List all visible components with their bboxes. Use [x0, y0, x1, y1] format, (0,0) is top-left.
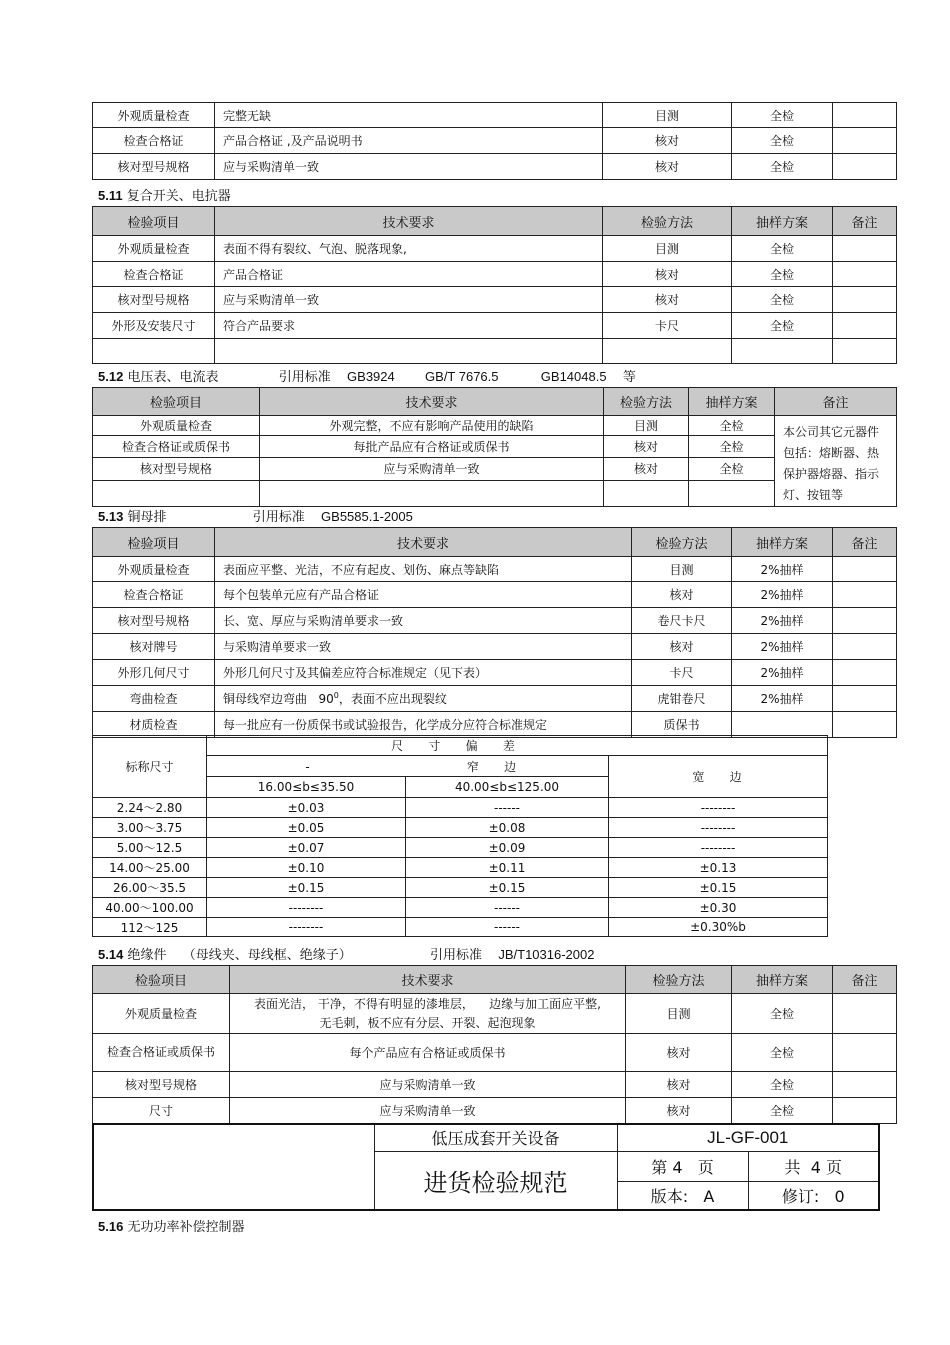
- req-cell: 每批产品应有合格证或质保书: [260, 435, 604, 457]
- req-line: 无毛刺，板不应有分层、开裂、起泡现象: [319, 1015, 536, 1030]
- table-row: [93, 878, 828, 898]
- doc-title-cell: 进货检验规范: [374, 1151, 617, 1210]
- req-cell: 每一批应有一份质保书或试验报告，化学成分应符合标准规定: [215, 712, 632, 738]
- method-cell: 核对: [603, 262, 732, 287]
- method-cell: 核对: [626, 1034, 732, 1072]
- deviation-header: 尺 寸 偏 差: [207, 736, 828, 756]
- section-heading-5-14: [98, 944, 594, 963]
- revision-cell: 修订: 0: [748, 1181, 879, 1210]
- table-row: [93, 287, 897, 313]
- note-cell: [833, 608, 897, 634]
- plan-cell: 全检: [732, 313, 833, 339]
- table-row: [93, 313, 897, 339]
- ref-standard: GB5585.1-2005: [321, 509, 413, 524]
- top-table: [92, 102, 897, 180]
- narrow-a-cell: ±0.15: [207, 878, 406, 898]
- req-cell: 表面应平整、光洁，不应有起皮、划伤、麻点等缺陷: [215, 557, 632, 582]
- wide-cell: --------: [609, 798, 828, 818]
- item-cell: 外形及安装尺寸: [93, 313, 215, 339]
- column-header: 备注: [775, 388, 897, 416]
- column-header: 技术要求: [215, 528, 632, 557]
- table-row: [93, 154, 897, 180]
- column-header: 备注: [833, 207, 897, 236]
- ref-standard: GB3924: [347, 369, 395, 384]
- table-row: [93, 736, 828, 756]
- table-row: [93, 686, 897, 712]
- item-cell: 核对型号规格: [93, 287, 215, 313]
- size-cell: 112～125: [93, 918, 207, 937]
- item-cell: 核对型号规格: [93, 608, 215, 634]
- column-header: 抽样方案: [732, 207, 833, 236]
- method-cell: 目测: [604, 416, 689, 436]
- size-cell: 26.00～35.5: [93, 878, 207, 898]
- table-row: [93, 416, 897, 436]
- narrow-b-cell: ------: [406, 898, 609, 918]
- size-cell: 14.00～25.00: [93, 858, 207, 878]
- method-cell: 核对: [603, 287, 732, 313]
- plan-cell: 全检: [732, 1034, 833, 1072]
- item-cell: 核对型号规格: [93, 154, 215, 180]
- section-title: 电压表、电流表: [127, 370, 219, 385]
- table-row: [93, 1098, 897, 1124]
- plan-cell: 全检: [732, 1072, 833, 1098]
- method-cell: 卡尺: [632, 660, 732, 686]
- column-header: 技术要求: [260, 388, 604, 416]
- wide-cell: ±0.15: [609, 878, 828, 898]
- table-row: [93, 818, 828, 838]
- note-cell: [833, 686, 897, 712]
- note-cell: [833, 712, 897, 738]
- plan-cell: 全检: [732, 994, 833, 1034]
- table-header-row: [93, 966, 897, 994]
- ref-standard: GB/T 7676.5: [425, 369, 499, 384]
- ref-standard: JB/T10316-2002: [498, 947, 595, 962]
- column-header: 检验项目: [93, 966, 230, 994]
- plan-cell: 全检: [689, 457, 775, 480]
- size-cell: 2.24～2.80: [93, 798, 207, 818]
- item-cell: 检查合格证或质保书: [93, 435, 260, 457]
- wide-edge-header: 宽 边: [609, 756, 828, 798]
- section-number: 5.11: [98, 188, 123, 203]
- narrow-a-cell: ±0.03: [207, 798, 406, 818]
- item-cell: 检查合格证: [93, 262, 215, 287]
- narrow-a-cell: ±0.05: [207, 818, 406, 838]
- method-cell: 卡尺: [603, 313, 732, 339]
- section-number: 5.14: [98, 947, 124, 962]
- req-cell: [230, 994, 626, 1034]
- page-cell: 第 4 页: [617, 1151, 748, 1181]
- column-header: 检验方法: [603, 207, 732, 236]
- note-cell: [833, 634, 897, 660]
- degree-sup: 0: [333, 691, 339, 700]
- narrow-a-cell: --------: [207, 898, 406, 918]
- section-number: 5.16: [98, 1219, 124, 1234]
- table-row: [93, 712, 897, 738]
- column-header: 检验方法: [626, 966, 732, 994]
- plan-cell: 全检: [732, 154, 833, 180]
- method-cell: 卷尺卡尺: [632, 608, 732, 634]
- table-row: [93, 1072, 897, 1098]
- wide-cell: --------: [609, 838, 828, 858]
- req-cell: 每个产品应有合格证或质保书: [230, 1034, 626, 1072]
- column-header: 检验方法: [632, 528, 732, 557]
- plan-cell: 全检: [732, 236, 833, 262]
- range-header: 40.00≤b≤125.00: [406, 777, 609, 798]
- req-cell: 应与采购清单一致: [260, 457, 604, 480]
- title-block: [92, 1123, 880, 1211]
- item-cell: 外观质量检查: [93, 994, 230, 1034]
- section-title: 无功功率补偿控制器: [127, 1220, 245, 1235]
- narrow-a-cell: ±0.07: [207, 838, 406, 858]
- table-row: [93, 1034, 897, 1072]
- note-cell: [833, 582, 897, 608]
- table-row: [93, 128, 897, 154]
- column-header: 备注: [833, 966, 897, 994]
- item-cell: 外观质量检查: [93, 557, 215, 582]
- table-header-row: [93, 207, 897, 236]
- req-cell: 应与采购清单一致: [215, 154, 603, 180]
- table-row: [93, 557, 897, 582]
- note-cell: [833, 154, 897, 180]
- note-cell: [833, 1098, 897, 1124]
- table-row: [93, 103, 897, 128]
- section-subtitle: （母线夹、母线框、绝缘子）: [182, 948, 352, 963]
- method-cell: 质保书: [632, 712, 732, 738]
- wide-cell: ±0.30%b: [609, 918, 828, 937]
- narrow-b-cell: ±0.09: [406, 838, 609, 858]
- req-cell: 长、宽、厚应与采购清单要求一致: [215, 608, 632, 634]
- req-cell: 符合产品要求: [215, 313, 603, 339]
- section-heading-5-13: [98, 506, 413, 525]
- plan-cell: 全检: [732, 1098, 833, 1124]
- method-cell: 目测: [632, 557, 732, 582]
- plan-cell: 2%抽样: [732, 557, 833, 582]
- item-cell: 外观质量检查: [93, 416, 260, 436]
- item-cell: 检查合格证或质保书: [93, 1034, 230, 1072]
- req-cell: 与采购清单要求一致: [215, 634, 632, 660]
- note-cell: [833, 103, 897, 128]
- method-cell: 核对: [626, 1072, 732, 1098]
- plan-cell: 2%抽样: [732, 686, 833, 712]
- table-row: [93, 582, 897, 608]
- note-cell: [833, 287, 897, 313]
- method-cell: 目测: [603, 236, 732, 262]
- req-cell: 应与采购清单一致: [215, 287, 603, 313]
- req-cell: 每个包装单元应有产品合格证: [215, 582, 632, 608]
- method-cell: 目测: [626, 994, 732, 1034]
- item-cell: 外形几何尺寸: [93, 660, 215, 686]
- item-cell: 核对型号规格: [93, 457, 260, 480]
- method-cell: 目测: [603, 103, 732, 128]
- plan-cell: 全检: [689, 416, 775, 436]
- table-row: [93, 339, 897, 364]
- table-row: [93, 798, 828, 818]
- method-cell: 核对: [604, 435, 689, 457]
- req-cell: 外观完整，不应有影响产品使用的缺陷: [260, 416, 604, 436]
- table-5-13: [92, 527, 897, 738]
- wide-cell: ±0.13: [609, 858, 828, 878]
- req-text: 铜母线窄边弯曲 90: [223, 692, 334, 706]
- table-row: [93, 660, 897, 686]
- req-cell: 完整无缺: [215, 103, 603, 128]
- narrow-b-cell: ±0.15: [406, 878, 609, 898]
- table-row: [93, 858, 828, 878]
- narrow-a-cell: --------: [207, 918, 406, 937]
- note-cell: [833, 1034, 897, 1072]
- column-header: 抽样方案: [732, 966, 833, 994]
- ref-standard: GB14048.5: [540, 369, 607, 384]
- table-row: [93, 236, 897, 262]
- narrow-b-cell: ±0.08: [406, 818, 609, 838]
- table-row: [93, 262, 897, 287]
- size-cell: 5.00～12.5: [93, 838, 207, 858]
- req-cell: 产品合格证: [215, 262, 603, 287]
- note-cell: [833, 128, 897, 154]
- method-cell: 虎钳卷尺: [632, 686, 732, 712]
- req-text: ，表面不应出现裂纹: [338, 692, 447, 706]
- ref-label: 引用标准: [430, 948, 483, 963]
- ref-etc: 等: [622, 370, 636, 385]
- plan-cell: 2%抽样: [732, 608, 833, 634]
- req-cell: 产品合格证 ,及产品说明书: [215, 128, 603, 154]
- item-cell: 检查合格证: [93, 582, 215, 608]
- req-cell: [215, 686, 632, 712]
- note-cell: [833, 994, 897, 1034]
- version-cell: 版本: A: [617, 1181, 748, 1210]
- table-row: [93, 838, 828, 858]
- nominal-size-header: 标称尺寸: [93, 736, 207, 798]
- table-5-12: [92, 387, 897, 507]
- note-cell: 本公司其它元器件包括：熔断器、热保护器熔器、指示灯、按钮等: [775, 416, 897, 507]
- method-cell: 核对: [603, 128, 732, 154]
- column-header: 检验方法: [604, 388, 689, 416]
- plan-cell: 全检: [732, 262, 833, 287]
- column-header: 抽样方案: [732, 528, 833, 557]
- size-cell: 40.00～100.00: [93, 898, 207, 918]
- req-cell: 应与采购清单一致: [230, 1098, 626, 1124]
- section-title: 绝缘件: [127, 948, 167, 963]
- narrow-b-cell: ------: [406, 798, 609, 818]
- method-cell: 核对: [603, 154, 732, 180]
- section-title: 复合开关、电抗器: [126, 189, 231, 204]
- item-cell: 检查合格证: [93, 128, 215, 154]
- narrow-a-cell: ±0.10: [207, 858, 406, 878]
- wide-cell: ±0.30: [609, 898, 828, 918]
- narrow-edge-header: - 窄 边: [207, 756, 609, 777]
- column-header: 检验项目: [93, 388, 260, 416]
- table-row: [93, 634, 897, 660]
- table-row: [93, 994, 897, 1034]
- blank-cell: [93, 1124, 374, 1210]
- column-header: 检验项目: [93, 528, 215, 557]
- column-header: 备注: [833, 528, 897, 557]
- section-title: 铜母排: [127, 510, 167, 525]
- category-cell: 低压成套开关设备: [374, 1124, 617, 1151]
- item-cell: 外观质量检查: [93, 236, 215, 262]
- ref-label: 引用标准: [252, 510, 305, 525]
- table-row: [93, 608, 897, 634]
- note-cell: [833, 557, 897, 582]
- table-header-row: [93, 528, 897, 557]
- column-header: 检验项目: [93, 207, 215, 236]
- item-cell: 尺寸: [93, 1098, 230, 1124]
- doc-number-cell: JL-GF-001: [617, 1124, 879, 1151]
- req-cell: 应与采购清单一致: [230, 1072, 626, 1098]
- note-cell: [833, 660, 897, 686]
- note-cell: [833, 262, 897, 287]
- section-heading-5-12: [98, 366, 636, 385]
- ref-label: 引用标准: [278, 370, 331, 385]
- method-cell: 核对: [632, 634, 732, 660]
- range-header: 16.00≤b≤35.50: [207, 777, 406, 798]
- table-5-14: [92, 965, 897, 1124]
- plan-cell: 全检: [732, 287, 833, 313]
- column-header: 技术要求: [215, 207, 603, 236]
- wide-cell: --------: [609, 818, 828, 838]
- item-cell: 核对型号规格: [93, 1072, 230, 1098]
- table-row: [93, 1124, 879, 1151]
- req-cell: 外形几何尺寸及其偏差应符合标准规定（见下表）: [215, 660, 632, 686]
- section-number: 5.13: [98, 509, 124, 524]
- item-cell: 材质检查: [93, 712, 215, 738]
- method-cell: 核对: [604, 457, 689, 480]
- method-cell: 核对: [626, 1098, 732, 1124]
- total-pages-cell: 共 4 页: [748, 1151, 879, 1181]
- plan-cell: 全检: [732, 128, 833, 154]
- item-cell: 核对牌号: [93, 634, 215, 660]
- method-cell: 核对: [632, 582, 732, 608]
- narrow-b-cell: ±0.11: [406, 858, 609, 878]
- note-cell: [833, 1072, 897, 1098]
- column-header: 技术要求: [230, 966, 626, 994]
- plan-cell: 全检: [732, 103, 833, 128]
- column-header: 抽样方案: [689, 388, 775, 416]
- item-cell: 外观质量检查: [93, 103, 215, 128]
- table-row: [93, 918, 828, 937]
- req-cell: 表面不得有裂纹、气泡、脱落现象,: [215, 236, 603, 262]
- plan-cell: 全检: [689, 435, 775, 457]
- size-cell: 3.00～3.75: [93, 818, 207, 838]
- plan-cell: [732, 712, 833, 738]
- table-row: [93, 898, 828, 918]
- req-line: 表面光洁， 干净，不得有明显的漆堆层， 边缘与加工面应平整,: [254, 996, 601, 1011]
- plan-cell: 2%抽样: [732, 634, 833, 660]
- table-header-row: [93, 388, 897, 416]
- plan-cell: 2%抽样: [732, 660, 833, 686]
- plan-cell: 2%抽样: [732, 582, 833, 608]
- note-cell: [833, 313, 897, 339]
- table-5-11: [92, 206, 897, 364]
- tolerance-table: [92, 735, 828, 937]
- item-cell: 弯曲检查: [93, 686, 215, 712]
- note-cell: [833, 236, 897, 262]
- section-heading-5-16: [98, 1216, 244, 1235]
- section-heading-5-11: [98, 185, 231, 204]
- narrow-b-cell: ------: [406, 918, 609, 937]
- section-number: 5.12: [98, 369, 124, 384]
